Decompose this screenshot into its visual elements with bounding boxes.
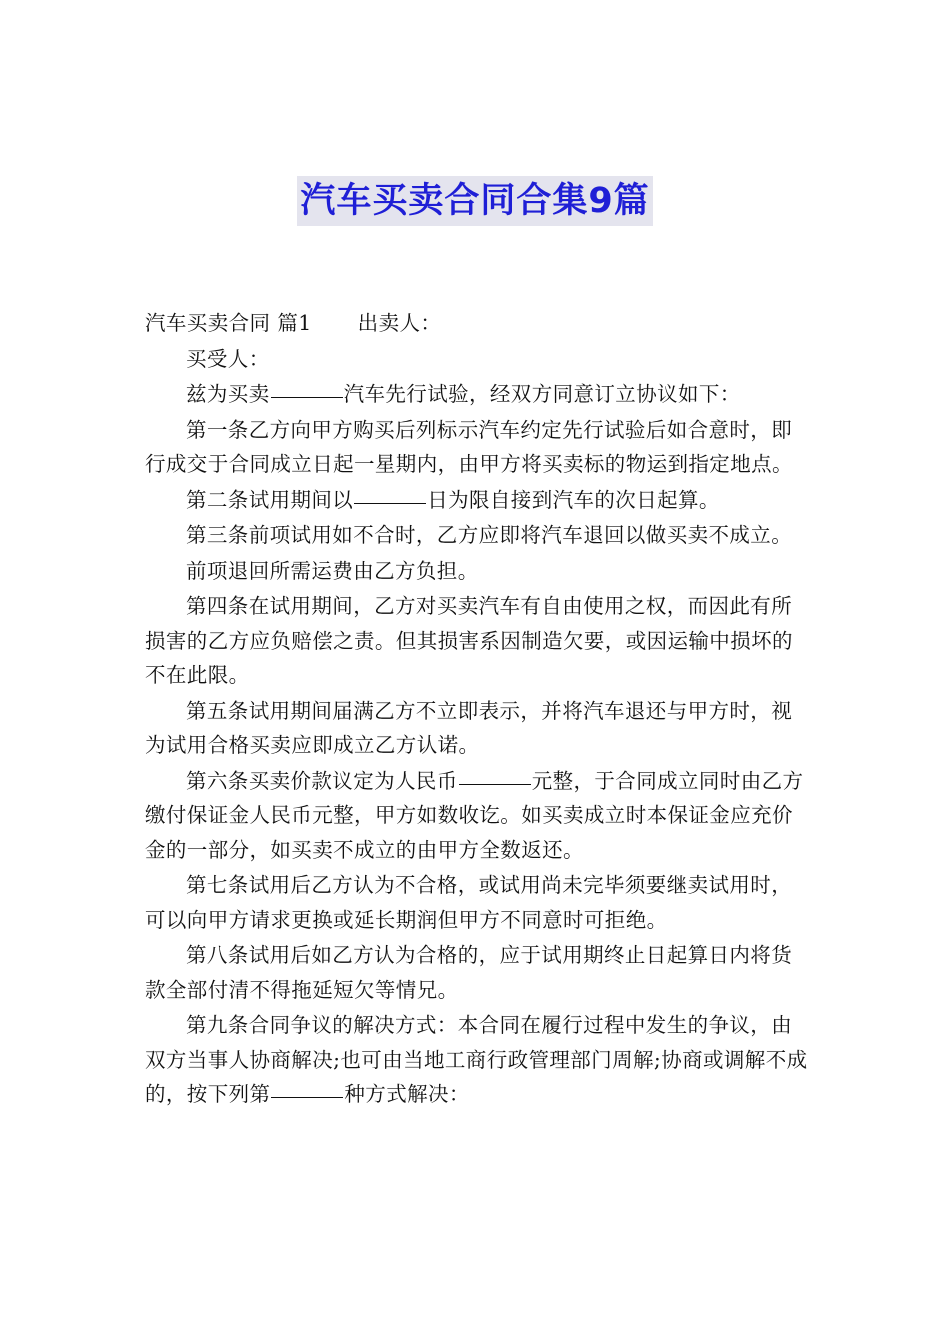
buyer-label: 买受人：	[186, 346, 270, 371]
clause-1: 第一条乙方向甲方购买后列标示汽车约定先行试验后如合意时，即行成交于合同成立日起一星期内，由甲方将买卖标的物运到指定地点。	[145, 417, 793, 476]
clause-6: 第六条买卖价款议定为人民币 元整，于合同成立同时由乙方缴付保证金人民币元整，甲方如数收讫。如买卖成立时本保证金应充价金的一部分，如买卖不成立的由甲方全数返还。	[145, 768, 804, 862]
fill-blank	[271, 1096, 343, 1098]
document-title: 汽车买卖合同合集9篇	[297, 176, 652, 226]
document-title-wrap	[0, 176, 950, 226]
fill-blank	[459, 783, 531, 785]
clause-3: 第三条前项试用如不合时，乙方应即将汽车退回以做买卖不成立。	[186, 523, 793, 547]
section-heading: 汽车买卖合同 篇1	[145, 311, 312, 335]
fill-blank	[354, 502, 426, 504]
clause-5: 第五条试用期间届满乙方不立即表示，并将汽车退还与甲方时，视为试用合格买卖应即成立乙方认诺。	[145, 698, 793, 757]
clause-4: 第四条在试用期间，乙方对买卖汽车有自由使用之权，而因此有所损害的乙方应负赔偿之责。但其损害系因制造欠要，或因运输中损坏的不在此限。	[145, 594, 793, 687]
clause-2: 第二条试用期间以 日为限自接到汽车的次日起算。	[186, 487, 720, 512]
document-body	[145, 306, 810, 1113]
paragraph-intro: 兹为买卖 汽车先行试验，经双方同意订立协议如下：	[186, 382, 741, 406]
heading-line	[145, 306, 810, 341]
clause-7: 第七条试用后乙方认为不合格，或试用尚未完毕须要继卖试用时，可以向甲方请求更换或延长期润但甲方不同意时可拒绝。	[145, 873, 793, 932]
seller-label: 出卖人：	[357, 311, 442, 335]
clause-3-note: 前项退回所需运费由乙方负担。	[186, 558, 479, 583]
clause-8: 第八条试用后如乙方认为合格的，应于试用期终止日起算日内将货款全部付清不得拖延短欠等情兄。	[145, 943, 793, 1002]
fill-blank	[271, 396, 343, 398]
clause-9: 第九条合同争议的解决方式：本合同在履行过程中发生的争议，由双方当事人协商解决;也可由当地工商行政管理部门周解;协商或调解不成的，按下列第 种方式解决：	[145, 1013, 808, 1106]
